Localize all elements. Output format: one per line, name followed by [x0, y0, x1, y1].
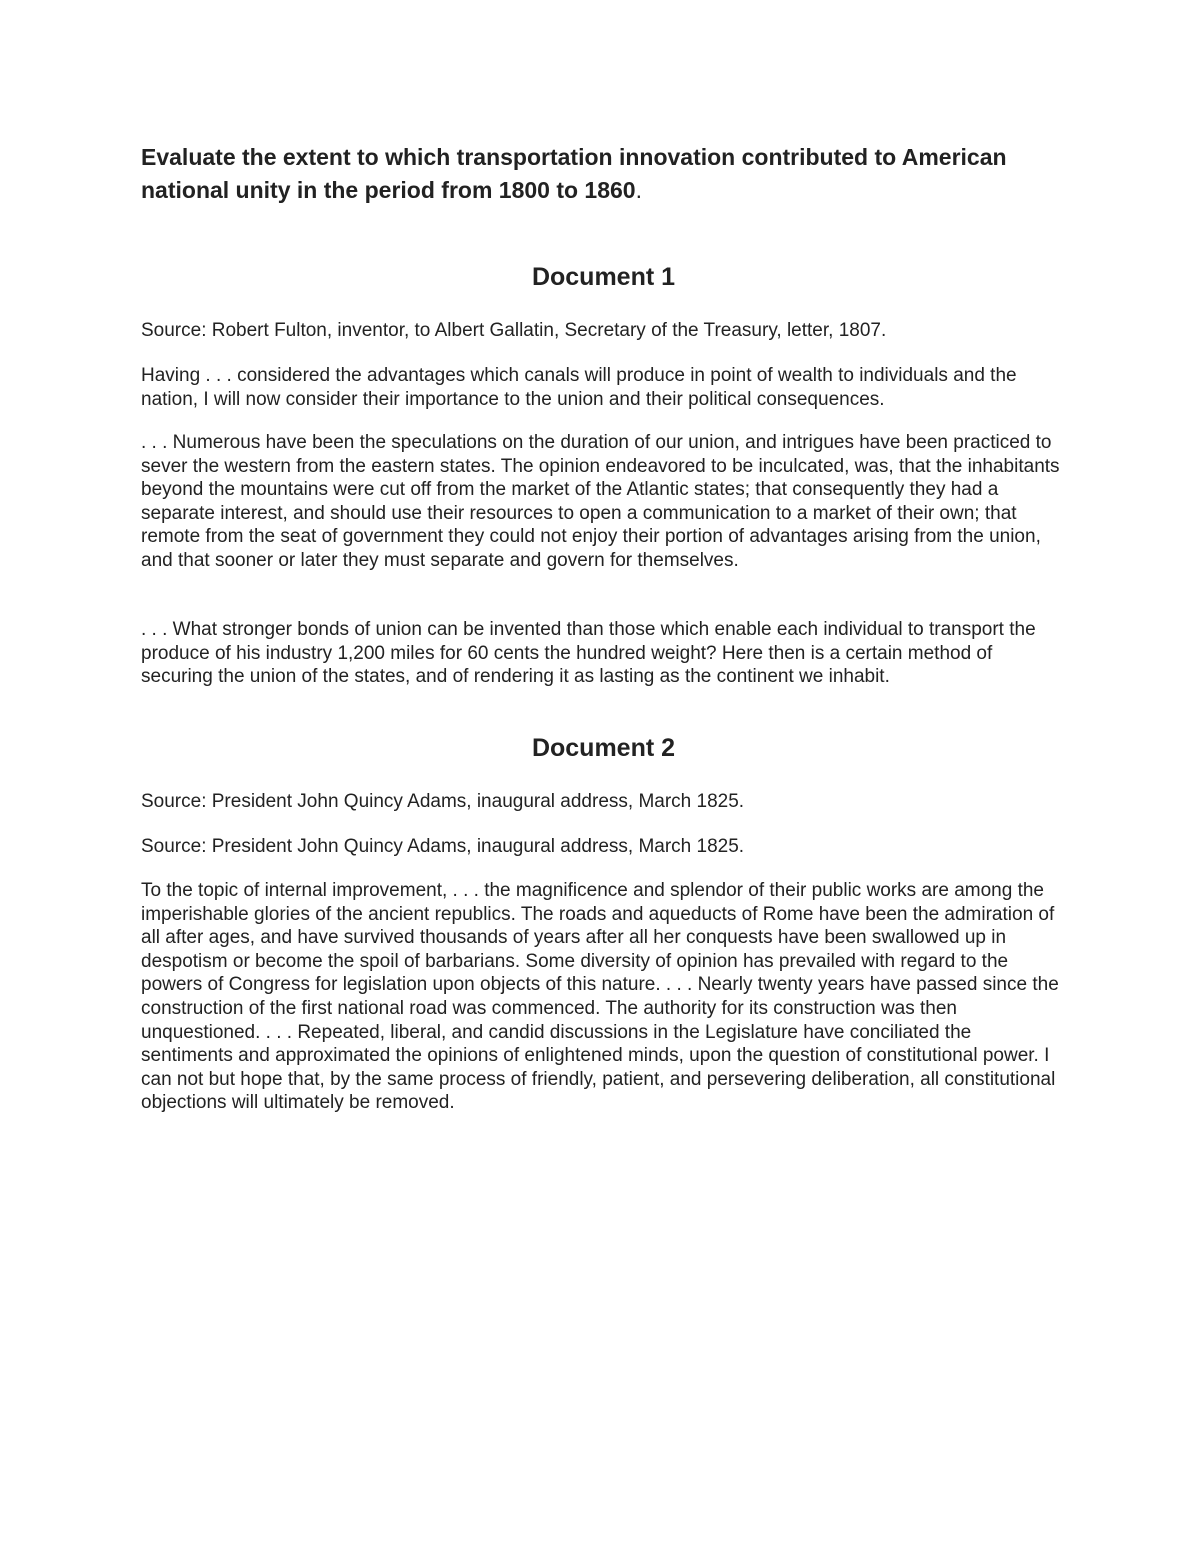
- document-1-heading: Document 1: [531, 263, 676, 291]
- document-1-paragraph-1: Having . . . considered the advantages which canals will produce in point of wealth to individuals and the nation, I will now consider their importance to the union and their political consequences.: [141, 365, 1017, 410]
- document-2-source: Source: President John Quincy Adams, inaugural address, March 1825.: [141, 791, 745, 812]
- document-2-heading: Document 2: [531, 734, 676, 762]
- document-2-paragraph-1: To the topic of internal improvement, . . . the magnificence and splendor of their public works are among the imperishable glories of the ancient republics. The roads and aqueducts of Rome have been the admiration of all after ages, and have survived thousands of years after all her conquests have been swallowed up in despotism or become the spoil of barbarians. Some diversity of opinion has prevailed with regard to the powers of Congress for legislation upon objects of this nature. . . . Nearly twenty years have passed since the construction of the first national road was commenced. The authority for its construction was then unquestioned. . . . Repeated, liberal, and candid discussions in the Legislature have conciliated the sentiments and approximated the opinions of enlightened minds, upon the question of constitutional power. I can not but hope that, by the same process of friendly, patient, and persevering deliberation, all constitutional objections will ultimately be removed.: [141, 880, 1059, 1114]
- essay-prompt-text: Evaluate the extent to which transportation innovation contributed to American national unity in the period from 1800 to 1860: [141, 144, 1007, 203]
- essay-prompt: [141, 141, 1066, 207]
- document-1-paragraph-2: . . . Numerous have been the speculations on the duration of our union, and intrigues have been practiced to sever the western from the eastern states. The opinion endeavored to be inculcated, was, that the inhabitants beyond the mountains were cut off from the market of the Atlantic states; that consequently they had a separate interest, and should use their resources to open a communication to a market of their own; that remote from the seat of government they could not enjoy their portion of advantages arising from the union, and that sooner or later they must separate and govern for themselves.: [141, 432, 1060, 571]
- document-1-source: Source: Robert Fulton, inventor, to Albert Gallatin, Secretary of the Treasury, letter, 1807.: [141, 320, 887, 341]
- essay-prompt-period: .: [635, 177, 642, 203]
- document-1-paragraph-3: . . . What stronger bonds of union can be invented than those which enable each individual to transport the produce of his industry 1,200 miles for 60 cents the hundred weight? Here then is a certain method of securing the union of the states, and of rendering it as lasting as the continent we inhabit.: [141, 619, 1036, 688]
- document-2-source-repeat: Source: President John Quincy Adams, inaugural address, March 1825.: [141, 836, 745, 857]
